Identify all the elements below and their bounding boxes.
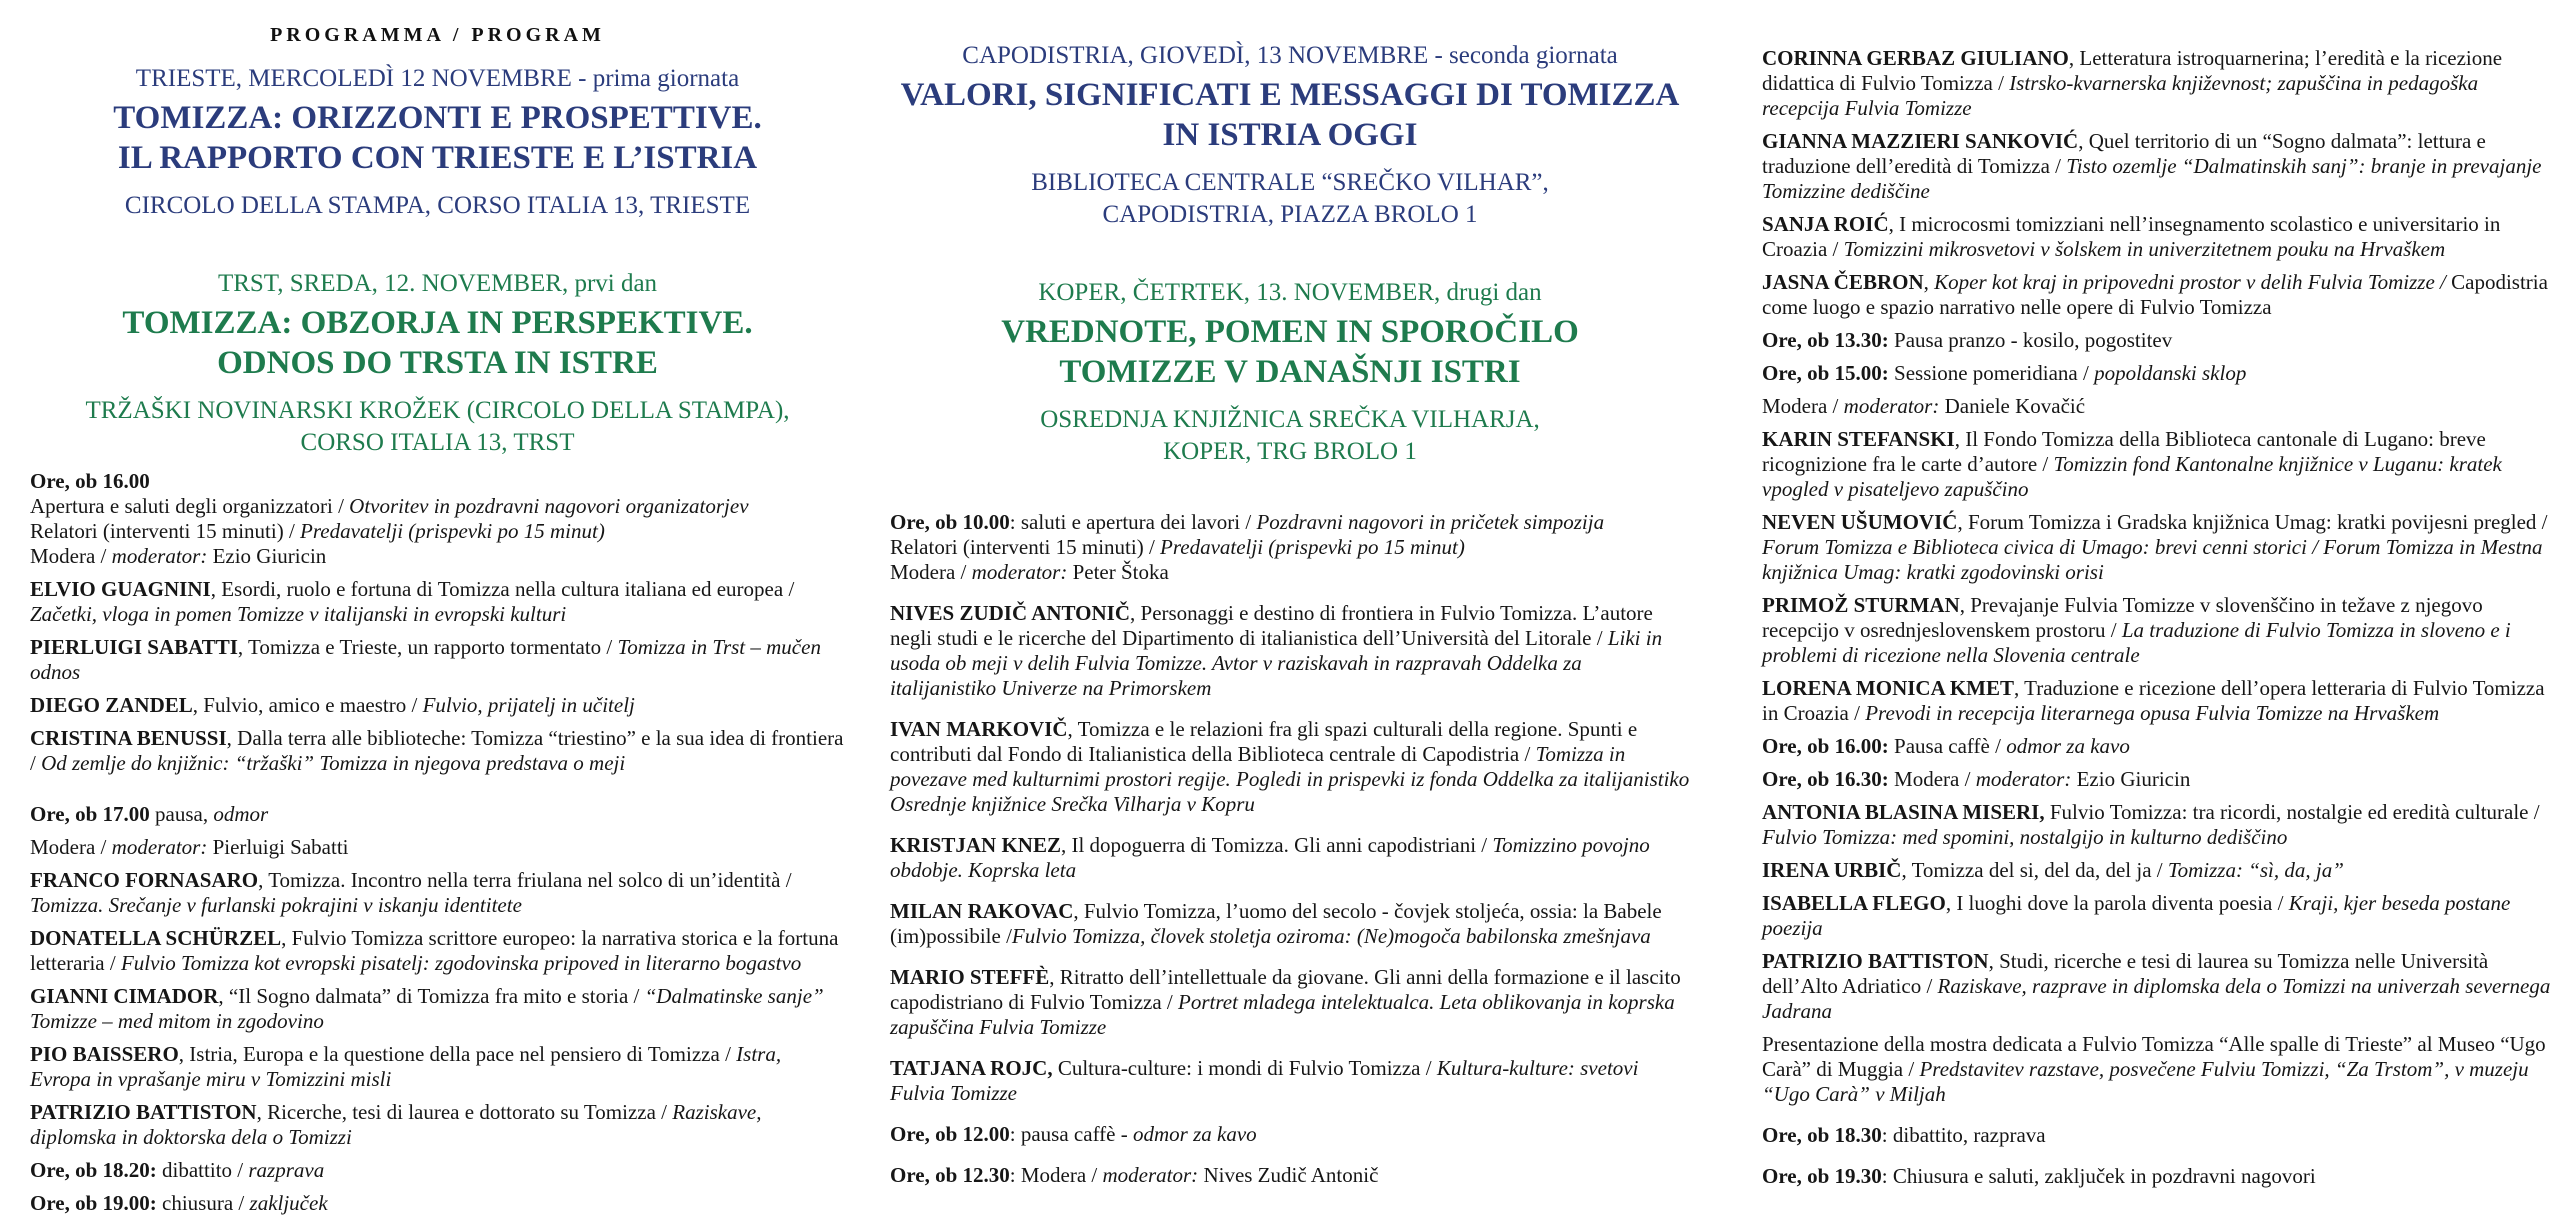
- speaker-item: KRISTJAN KNEZ, Il dopoguerra di Tomizza. Gli anni capodistriani / Tomizzino povojno obdobje. Koprska leta: [890, 833, 1650, 883]
- speaker-item: PIO BAISSERO, Istria, Europa e la questione della pace nel pensiero di Tomizza / Istra, Evropa in vprašanje miru v Tomizzini misli: [30, 1042, 782, 1092]
- session-venue-sl: [890, 404, 1690, 468]
- session-title-sl: [890, 313, 1690, 392]
- speaker-item: MARIO STEFFÈ, Ritratto dell’intellettuale da giovane. Gli anni della formazione e il lascito capodistriano di Fulvio Tomizza / Portret mladega intelektualca. Leta oblikovanja in koprska zapuščina Fulvia Tomizze: [890, 965, 1681, 1040]
- info-item: Presentazione della mostra dedicata a Fulvio Tomizza “Alle spalle di Trieste” al Museo “Ugo Carà” di Muggia / Predstavitev razstave, posvečene Fulviu Tomizzi, “Za Trstom”, v muzeju “Ugo Carà” v Miljah: [1762, 1032, 2546, 1106]
- info-item: Modera / moderator: Daniele Kovačić: [1762, 394, 2086, 418]
- session-title-line: IN ISTRIA OGGI: [1162, 116, 1418, 153]
- info-item: Relatori (interventi 15 minuti) / Predavatelji (prispevki po 15 minut): [890, 535, 1465, 560]
- session-date-it: TRIESTE, MERCOLEDÌ 12 NOVEMBRE - prima giornata: [135, 65, 740, 92]
- session-title-line: TOMIZZA: ORIZZONTI E PROSPETTIVE.: [113, 100, 762, 136]
- speaker-item: GIANNA MAZZIERI SANKOVIĆ, Quel territorio di un “Sogno dalmata”: lettura e traduzione dell’eredità di Tomizza / Tisto ozemlje “Dalmatinskih sanj”: branje in prevajanje Tomizzine dediščine: [1762, 129, 2542, 203]
- speaker-item: PIERLUIGI SABATTI, Tomizza e Trieste, un rapporto tormentato / Tomizza in Trst – mučen odnos: [30, 635, 821, 685]
- speaker-item: NEVEN UŠUMOVIĆ, Forum Tomizza i Gradska knjižnica Umag: kratki povijesni pregled / Forum Tomizza e Biblioteca civica di Umago: brevi cenni storici / Forum Tomizza in Mestna knjižnica Umag: kratki zgodovinski orisi: [1762, 510, 2548, 584]
- session-title-line: VREDNOTE, POMEN IN SPOROČILO: [1001, 314, 1579, 351]
- info-item: Apertura e saluti degli organizzatori / Otvoritev in pozdravni nagovori organizatorjev: [30, 494, 749, 519]
- speaker-item: ELVIO GUAGNINI, Esordi, ruolo e fortuna di Tomizza nella cultura italiana ed europea / Začetki, vloga in pomen Tomizze v italijanski in evropski kulturi: [30, 577, 795, 627]
- speaker-item: SANJA ROIĆ, I microcosmi tomizziani nell’insegnamento scolastico e universitario in Croazia / Tomizzini mikrosvetovi v šolskem in univerzitetnem pouku na Hrvaškem: [1762, 212, 2501, 261]
- info-item: Modera / moderator: Pierluigi Sabatti: [30, 835, 349, 860]
- speaker-item: MILAN RAKOVAC, Fulvio Tomizza, l’uomo del secolo - čovjek stoljeća, ossia: la Babele (im)possibile /Fulvio Tomizza, človek stoletja oziroma: (Ne)mogoča babilonska zmešnjava: [890, 899, 1662, 949]
- speaker-item: KARIN STEFANSKI, Il Fondo Tomizza della Biblioteca cantonale di Lugano: breve ricognizione fra le carte d’autore / Tomizzin fond Kantonalne knjižnice v Luganu: kratek vpogled v pisateljevo zapuščino: [1762, 427, 2502, 501]
- session-venue-line: OSREDNJA KNJIŽNICA SREČKA VILHARJA,: [1040, 406, 1540, 434]
- session-date-sl: TRST, SREDA, 12. NOVEMBER, prvi dan: [217, 270, 658, 298]
- time-item: Ore, ob 19.00: chiusura / zaključek: [30, 1191, 328, 1216]
- speaker-item: IRENA URBIČ, Tomizza del si, del da, del ja / Tomizza: “sì, da, ja”: [1762, 858, 2344, 882]
- session-title-line: ODNOS DO TRSTA IN ISTRE: [217, 344, 658, 381]
- session-venue-line: BIBLIOTECA CENTRALE “SREČKO VILHAR”,: [1031, 169, 1549, 197]
- speaker-item: LORENA MONICA KMET, Traduzione e ricezione dell’opera letteraria di Fulvio Tomizza in Croazia / Prevodi in recepcija literarnega opusa Fulvia Tomizze na Hrvaškem: [1762, 676, 2545, 725]
- time-item: Ore, ob 16.00: Pausa caffè / odmor za kavo: [1762, 734, 2130, 758]
- session-title-it: [890, 76, 1690, 155]
- session-title-sl: [30, 304, 845, 383]
- speaker-item: TATJANA ROJC, Cultura-culture: i mondi di Fulvio Tomizza / Kultura-kulture: svetovi Fulvia Tomizze: [890, 1056, 1639, 1106]
- time-item: Ore, ob 10.00: saluti e apertura dei lavori / Pozdravni nagovori in pričetek simpozija: [890, 510, 1605, 535]
- schedule-list: [30, 469, 845, 1216]
- time-item: Ore, ob 12.30: Modera / moderator: Nives Zudič Antonič: [890, 1163, 1379, 1188]
- speaker-item: NIVES ZUDIČ ANTONIČ, Personaggi e destino di frontiera in Fulvio Tomizza. L’autore negli studi e le ricerche del Dipartimento di italianistica dell’Università del Litorale / Liki in usoda ob meji v delih Fulvia Tomizze. Avtor v raziskavah in razpravah Oddelka za italijanistiko Univerze na Primorskem: [890, 601, 1663, 701]
- speaker-item: DIEGO ZANDEL, Fulvio, amico e maestro / Fulvio, prijatelj in učitelj: [30, 693, 635, 718]
- time-item: Ore, ob 18.20: dibattito / razprava: [30, 1158, 325, 1183]
- speaker-item: CRISTINA BENUSSI, Dalla terra alle biblioteche: Tomizza “triestino” e la sua idea di frontiera / Od zemlje do knjižnic: “tržaški” Tomizza in njegova predstava o meji: [30, 726, 844, 776]
- schedule-list: [1762, 46, 2560, 1189]
- time-item: Ore, ob 16.00: [30, 469, 150, 494]
- session-title-line: TOMIZZE V DANAŠNJI ISTRI: [1059, 353, 1521, 390]
- session-venue-sl: [30, 395, 845, 459]
- column-capodistria-day2: [890, 16, 1690, 1216]
- session-title-line: VALORI, SIGNIFICATI E MESSAGGI DI TOMIZZA: [900, 77, 1680, 113]
- speaker-item: PRIMOŽ STURMAN, Prevajanje Fulvia Tomizze v slovenščino in težave z njegovo recepcijo v osrednjeslovenskem prostoru / La traduzione di Fulvio Tomizza in sloveno e i problemi di ricezione nella Slovenia centrale: [1762, 593, 2511, 667]
- info-item: Relatori (interventi 15 minuti) / Predavatelji (prispevki po 15 minut): [30, 519, 605, 544]
- program-heading: PROGRAMMA / PROGRAM: [270, 24, 605, 46]
- time-item: Ore, ob 19.30: Chiusura e saluti, zaključek in pozdravni nagovori: [1762, 1164, 2316, 1188]
- time-item: Ore, ob 18.30: dibattito, razprava: [1762, 1123, 2046, 1147]
- session-venue-line: KOPER, TRG BROLO 1: [1163, 438, 1417, 466]
- session-title-it: [30, 99, 845, 178]
- time-item: Ore, ob 16.30: Modera / moderator: Ezio Giuricin: [1762, 767, 2191, 791]
- speaker-item: ISABELLA FLEGO, I luoghi dove la parola diventa poesia / Kraji, kjer beseda postane poezija: [1762, 891, 2511, 940]
- speaker-item: PATRIZIO BATTISTON, Ricerche, tesi di laurea e dottorato su Tomizza / Raziskave, diplomska in doktorska dela o Tomizzi: [30, 1100, 762, 1150]
- time-item: Ore, ob 15.00: Sessione pomeridiana / popoldanski sklop: [1762, 361, 2247, 385]
- speaker-item: DONATELLA SCHÜRZEL, Fulvio Tomizza scrittore europeo: la narrativa storica e la fortuna letteraria / Fulvio Tomizza kot evropski pisatelj: zgodovinska pripoved in literarno bogastvo: [30, 926, 839, 976]
- session-venue-line: CORSO ITALIA 13, TRST: [300, 429, 575, 457]
- column-day2-afternoon: [1762, 16, 2560, 1216]
- session-venue-line: CAPODISTRIA, PIAZZA BROLO 1: [1102, 201, 1478, 229]
- session-title-line: IL RAPPORTO CON TRIESTE E L’ISTRIA: [117, 139, 758, 176]
- session-venue-line: TRŽAŠKI NOVINARSKI KROŽEK (CIRCOLO DELLA STAMPA),: [85, 397, 790, 425]
- session-title-line: TOMIZZA: OBZORJA IN PERSPEKTIVE.: [122, 305, 753, 342]
- speaker-item: FRANCO FORNASARO, Tomizza. Incontro nella terra friulana nel solco di un’identità / Tomizza. Srečanje v furlanski pokrajini v iskanju identitete: [30, 868, 792, 918]
- session-venue-it: [890, 167, 1690, 231]
- session-date-sl: KOPER, ČETRTEK, 13. NOVEMBER, drugi dan: [1038, 279, 1542, 307]
- session-venue-it: CIRCOLO DELLA STAMPA, CORSO ITALIA 13, TRIESTE: [124, 192, 751, 220]
- speaker-item: PATRIZIO BATTISTON, Studi, ricerche e tesi di laurea su Tomizza nelle Università dell’Alto Adriatico / Raziskave, razprave in diplomska dela o Tomizzi na univerzah severnega Jadrana: [1762, 949, 2551, 1023]
- info-item: Modera / moderator: Ezio Giuricin: [30, 544, 327, 569]
- time-item: Ore, ob 13.30: Pausa pranzo - kosilo, pogostitev: [1762, 328, 2173, 352]
- column-trieste-day1: [30, 16, 845, 1216]
- info-item: Modera / moderator: Peter Štoka: [890, 560, 1169, 585]
- speaker-item: JASNA ČEBRON, Koper kot kraj in pripovedni prostor v delih Fulvia Tomizze / Capodistria come luogo e spazio narrativo nelle opere di Fulvio Tomizza: [1762, 270, 2548, 319]
- schedule-list: [890, 510, 1690, 1188]
- speaker-item: ANTONIA BLASINA MISERI, Fulvio Tomizza: tra ricordi, nostalgie ed eredità culturale / Fulvio Tomizza: med spomini, nostalgijo in kulturno dediščino: [1762, 800, 2540, 849]
- speaker-item: GIANNI CIMADOR, “Il Sogno dalmata” di Tomizza fra mito e storia / “Dalmatinske sanje” Tomizze – med mitom in zgodovino: [30, 984, 824, 1034]
- session-date-it: CAPODISTRIA, GIOVEDÌ, 13 NOVEMBRE - seconda giornata: [962, 42, 1618, 69]
- speaker-item: IVAN MARKOVIČ, Tomizza e le relazioni fra gli spazi culturali della regione. Spunti e contributi dal Fondo di Italianistica della Biblioteca centrale di Capodistria / Tomizza in povezave med kulturnimi prostori regije. Pogledi in prispevki iz fonda Oddelka za italijanistiko Osrednje knjižnice Srečka Vilharja v Kopru: [890, 717, 1690, 817]
- speaker-item: CORINNA GERBAZ GIULIANO, Letteratura istroquarnerina; l’eredità e la ricezione didattica di Fulvio Tomizza / Istrsko-kvarnerska književnost; zapuščina in pedagoška recepcija Fulvia Tomizze: [1762, 46, 2503, 120]
- time-item: Ore, ob 12.00: pausa caffè - odmor za kavo: [890, 1122, 1257, 1147]
- time-item: Ore, ob 17.00 pausa, odmor: [30, 802, 269, 827]
